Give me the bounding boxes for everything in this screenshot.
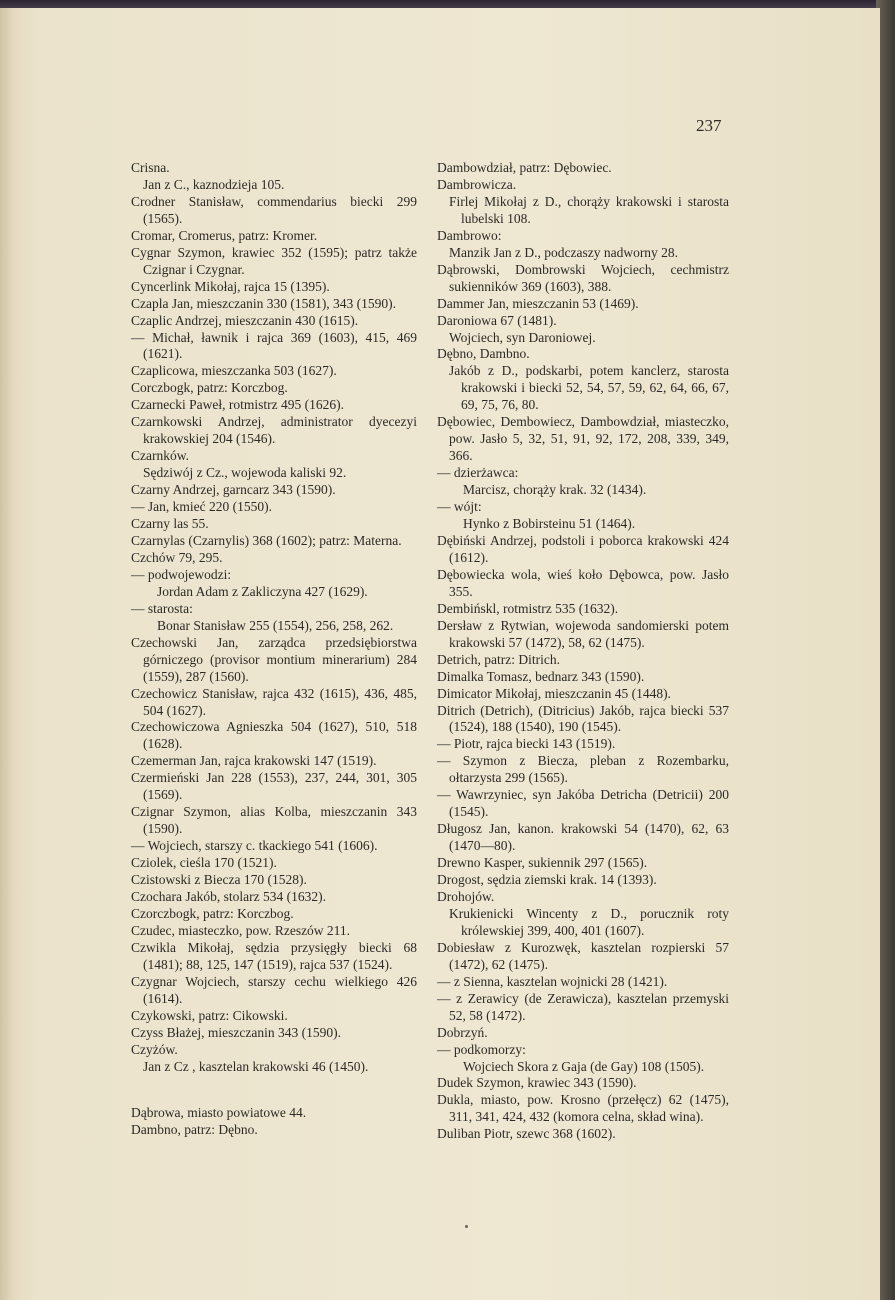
index-entry: Czechowiczowa Agnieszka 504 (1627), 510, 518 (1628).: [131, 719, 417, 752]
index-entry: Czygnar Wojciech, starszy cechu wielkiego 426 (1614).: [131, 973, 417, 1006]
index-entry: Czarnkowski Andrzej, administrator dyecezyi krakowskiej 204 (1546).: [131, 414, 417, 447]
index-entry: Crodner Stanisław, commendarius biecki 299 (1565).: [131, 193, 417, 226]
index-entry: Czermieński Jan 228 (1553), 237, 244, 301, 305 (1569).: [131, 770, 417, 803]
index-entry: Czwikla Mikołaj, sędzia przysięgły biecki 68 (1481); 88, 125, 147 (1519), rajca 537 (1524).: [131, 939, 417, 972]
index-entry: — dzierżawca:: [437, 465, 519, 481]
index-entry: Czarny Andrzej, garncarz 343 (1590).: [131, 482, 336, 498]
index-entry: Dambrowicza.: [437, 176, 517, 192]
index-entry: Czyss Błażej, mieszczanin 343 (1590).: [131, 1024, 341, 1040]
index-entry: Dukla, miasto, pow. Krosno (przełęcz) 62 (1475), 311, 341, 424, 432 (komora celna, skład wina).: [437, 1092, 729, 1125]
index-entry: Dudek Szymon, krawiec 343 (1590).: [437, 1075, 637, 1091]
index-entry: — Wojciech, starszy c. tkackiego 541 (1606).: [131, 838, 378, 854]
index-entry: — podkomorzy:: [437, 1041, 526, 1057]
index-entry: Czemerman Jan, rajca krakowski 147 (1519).: [131, 753, 377, 769]
index-entry: Dobiesław z Kurozwęk, kasztelan rozpierski 57 (1472), 62 (1475).: [437, 939, 729, 972]
index-entry: Dąbrowski, Dombrowski Wojciech, cechmistrz sukienników 369 (1603), 388.: [437, 261, 729, 294]
index-entry: Czyżów.: [131, 1041, 178, 1057]
index-entry: Dembińskl, rotmistrz 535 (1632).: [437, 600, 619, 616]
index-entry: Czarny las 55.: [131, 516, 209, 532]
index-entry: Dammer Jan, mieszczanin 53 (1469).: [437, 295, 639, 311]
index-entry: — Szymon z Biecza, pleban z Rozembarku, ołtarzysta 299 (1565).: [437, 753, 729, 786]
index-entry: — Wawrzyniec, syn Jakóba Detricha (Detricii) 200 (1545).: [437, 787, 729, 820]
index-entry: Czykowski, patrz: Cikowski.: [131, 1007, 288, 1023]
index-entry: Czorczbogk, patrz: Korczbog.: [131, 905, 294, 921]
index-subentry: Jan z Cz , kasztelan krakowski 46 (1450).: [143, 1058, 369, 1074]
index-entry: Dębno, Dambno.: [437, 346, 530, 362]
index-entry: Daroniowa 67 (1481).: [437, 312, 557, 328]
index-entry: Cziolek, cieśla 170 (1521).: [131, 855, 277, 871]
index-entry: Dąbrowa, miasto powiatowe 44.: [131, 1105, 307, 1121]
index-entry: Dobrzyń.: [437, 1024, 488, 1040]
index-subentry: Bonar Stanisław 255 (1554), 256, 258, 262.: [157, 617, 394, 633]
index-entry: Ditrich (Detrich), (Ditricius) Jakób, rajca biecki 537 (1524), 188 (1540), 190 (1545).: [437, 702, 729, 735]
index-entry: Dimicator Mikołaj, mieszczanin 45 (1448).: [437, 685, 671, 701]
section-gap: [131, 1075, 417, 1105]
index-entry: — Piotr, rajca biecki 143 (1519).: [437, 736, 616, 752]
index-entry: Dambowdział, patrz: Dębowiec.: [437, 160, 612, 175]
index-entry: Dersław z Rytwian, wojewoda sandomierski potem krakowski 57 (1472), 58, 62 (1475).: [437, 617, 729, 650]
index-column-left: [131, 160, 417, 1139]
index-entry: Czchów 79, 295.: [131, 549, 223, 565]
index-entry: Drewno Kasper, sukiennik 297 (1565).: [437, 855, 648, 871]
index-column-right: [437, 160, 729, 1143]
index-entry: — starosta:: [131, 600, 193, 616]
index-subentry: Sędziwój z Cz., wojewoda kaliski 92.: [143, 465, 347, 481]
index-entry: Czaplic Andrzej, mieszczanin 430 (1615).: [131, 312, 359, 328]
index-entry: Czochara Jakób, stolarz 534 (1632).: [131, 888, 326, 904]
index-subentry: Krukienicki Wincenty z D., porucznik roty królewskiej 399, 400, 401 (1607).: [449, 905, 729, 938]
index-subentry: Wojciech, syn Daroniowej.: [449, 329, 596, 345]
index-entry: Czignar Szymon, alias Kolba, mieszczanin 343 (1590).: [131, 804, 417, 837]
index-entry: Czarnylas (Czarnylis) 368 (1602); patrz: Materna.: [131, 532, 402, 548]
index-entry: Czechowicz Stanisław, rajca 432 (1615), 436, 485, 504 (1627).: [131, 685, 417, 718]
index-entry: Czechowski Jan, zarządca przedsiębiorstwa górniczego (provisor montium minerarium) 284 (1559), 287 (1560).: [131, 634, 417, 684]
index-subentry: Wojciech Skora z Gaja (de Gay) 108 (1505).: [463, 1058, 705, 1074]
index-entry: Corczbogk, patrz: Korczbog.: [131, 380, 288, 396]
index-entry: Detrich, patrz: Ditrich.: [437, 651, 560, 667]
index-entry: Długosz Jan, kanon. krakowski 54 (1470), 62, 63 (1470—80).: [437, 821, 729, 854]
index-entry: — z Sienna, kasztelan wojnicki 28 (1421).: [437, 973, 668, 989]
index-entry: — podwojewodzi:: [131, 566, 232, 582]
index-entry: — Jan, kmieć 220 (1550).: [131, 499, 272, 515]
index-subentry: Jan z C., kaznodzieja 105.: [143, 176, 285, 192]
index-entry: Crisna.: [131, 160, 170, 175]
index-entry: Cygnar Szymon, krawiec 352 (1595); patrz także Czignar i Czygnar.: [131, 244, 417, 277]
index-entry: — Michał, ławnik i rajca 369 (1603), 415, 469 (1621).: [131, 329, 417, 362]
index-entry: Czudec, miasteczko, pow. Rzeszów 211.: [131, 922, 351, 938]
index-subentry: Manzik Jan z D., podczaszy nadworny 28.: [449, 244, 679, 260]
index-subentry: Jordan Adam z Zakliczyna 427 (1629).: [157, 583, 368, 599]
index-entry: — wójt:: [437, 499, 482, 515]
ink-speck: [465, 1225, 468, 1228]
index-entry: — z Zerawicy (de Zerawicza), kasztelan przemyski 52, 58 (1472).: [437, 990, 729, 1023]
index-subentry: Marcisz, chorąży krak. 32 (1434).: [463, 482, 647, 498]
index-entry: Dębiński Andrzej, podstoli i poborca krakowski 424 (1612).: [437, 532, 729, 565]
index-entry: Czarnecki Paweł, rotmistrz 495 (1626).: [131, 397, 344, 413]
index-entry: Drohojów.: [437, 888, 495, 904]
index-subentry: Hynko z Bobirsteinu 51 (1464).: [463, 516, 636, 532]
index-entry: Duliban Piotr, szewc 368 (1602).: [437, 1126, 616, 1142]
index-entry: Dimalka Tomasz, bednarz 343 (1590).: [437, 668, 645, 684]
index-entry: Dębowiecka wola, wieś koło Dębowca, pow. Jasło 355.: [437, 566, 729, 599]
index-entry: Czistowski z Biecza 170 (1528).: [131, 872, 307, 888]
index-subentry: Jakób z D., podskarbi, potem kanclerz, starosta krakowski i biecki 52, 54, 57, 59, 62, 64, 66, 67, 69, 75, 76, 80.: [449, 363, 729, 413]
index-entry: Dambno, patrz: Dębno.: [131, 1122, 258, 1138]
index-entry: Czapla Jan, mieszczanin 330 (1581), 343 (1590).: [131, 295, 397, 311]
index-subentry: Firlej Mikołaj z D., chorąży krakowski i starosta lubelski 108.: [449, 193, 729, 226]
index-entry: Drogost, sędzia ziemski krak. 14 (1393).: [437, 872, 657, 888]
index-entry: Dambrowo:: [437, 227, 502, 243]
index-entry: Cromar, Cromerus, patrz: Kromer.: [131, 227, 318, 243]
index-entry: Czaplicowa, mieszczanka 503 (1627).: [131, 363, 337, 379]
index-entry: Dębowiec, Dembowiecz, Dambowdział, miasteczko, pow. Jasło 5, 32, 51, 91, 92, 172, 208, 339, 349, 366.: [437, 414, 729, 464]
index-entry: Cyncerlink Mikołaj, rajca 15 (1395).: [131, 278, 330, 294]
page-number: 237: [696, 116, 722, 135]
index-entry: Czarnków.: [131, 448, 189, 464]
